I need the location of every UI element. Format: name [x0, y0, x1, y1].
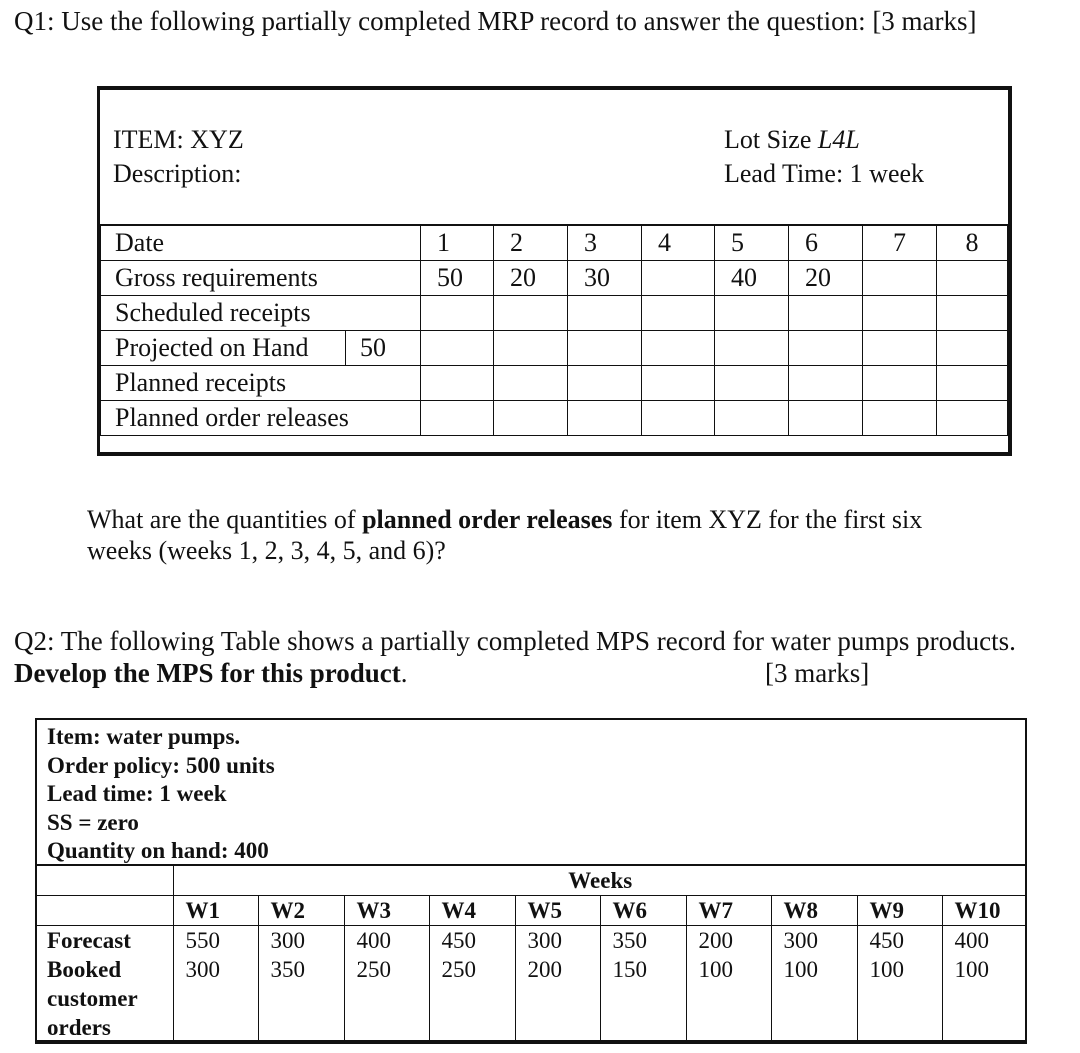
forecast-cell: 400 — [344, 926, 429, 956]
empty-cell — [344, 984, 429, 1013]
empty-cell — [421, 401, 494, 436]
item-line: ITEM: XYZ — [113, 125, 244, 154]
forecast-cell: 200 — [686, 926, 771, 956]
week-header: W3 — [344, 896, 429, 926]
forecast-cell: 550 — [173, 926, 258, 956]
booked-cell: 150 — [600, 955, 686, 984]
week-header: W2 — [258, 896, 344, 926]
date-cell: 5 — [715, 225, 789, 261]
forecast-label: Forecast — [35, 926, 173, 956]
planned-order-releases-row — [101, 401, 1008, 436]
forecast-cell: 450 — [857, 926, 942, 956]
forecast-cell: 400 — [942, 926, 1027, 956]
empty-cell — [863, 401, 937, 436]
booked-orders-row — [35, 955, 1027, 984]
weeks-title: Weeks — [173, 865, 1027, 896]
empty-cell — [863, 366, 937, 401]
date-cell: 3 — [568, 225, 642, 261]
empty-cell — [35, 865, 173, 896]
booked-orders-row-cont — [35, 1013, 1027, 1043]
gross-cell — [642, 261, 715, 296]
empty-cell — [715, 331, 789, 366]
empty-cell — [642, 331, 715, 366]
empty-cell — [942, 1013, 1027, 1043]
empty-cell — [600, 1013, 686, 1043]
empty-cell — [494, 401, 568, 436]
empty-cell — [494, 366, 568, 401]
week-header: W7 — [686, 896, 771, 926]
q2-instruction: Develop the MPS for this product. — [14, 658, 408, 688]
question-emphasis: planned order releases — [362, 505, 613, 534]
booked-cell: 250 — [429, 955, 515, 984]
empty-cell — [421, 366, 494, 401]
empty-cell — [421, 331, 494, 366]
booked-cell: 100 — [686, 955, 771, 984]
mrp-lot-header — [724, 123, 924, 191]
mps-header — [47, 723, 275, 866]
mps-header-line: Quantity on hand: 400 — [47, 838, 269, 863]
empty-cell — [642, 401, 715, 436]
weeks-title-row — [35, 865, 1027, 896]
booked-label-line: orders — [35, 1013, 173, 1043]
initial-on-hand-value: 50 — [346, 331, 421, 366]
empty-cell — [942, 984, 1027, 1013]
forecast-cell: 350 — [600, 926, 686, 956]
gross-requirements-row — [101, 261, 1008, 296]
date-cell: 4 — [642, 225, 715, 261]
empty-cell — [494, 331, 568, 366]
empty-cell — [344, 1013, 429, 1043]
empty-cell — [686, 984, 771, 1013]
forecast-cell: 300 — [515, 926, 600, 956]
empty-cell — [642, 366, 715, 401]
q1-question: What are the quantities of planned order releases for item XYZ for the first six weeks (weeks 1, 2, 3, 4, 5, and 6)? — [87, 505, 923, 565]
forecast-cell: 300 — [258, 926, 344, 956]
forecast-row — [35, 926, 1027, 956]
gross-cell: 30 — [568, 261, 642, 296]
empty-cell — [789, 401, 863, 436]
booked-cell: 100 — [942, 955, 1027, 984]
week-header: W5 — [515, 896, 600, 926]
scheduled-receipts-row — [101, 296, 1008, 331]
week-header-row — [35, 896, 1027, 926]
empty-cell — [173, 1013, 258, 1043]
empty-cell — [863, 296, 937, 331]
week-header: W10 — [942, 896, 1027, 926]
gross-cell: 20 — [789, 261, 863, 296]
empty-cell — [715, 401, 789, 436]
booked-label-line: customer — [35, 984, 173, 1013]
empty-cell — [857, 1013, 942, 1043]
empty-cell — [686, 1013, 771, 1043]
mrp-item-header — [113, 123, 244, 191]
empty-cell — [515, 1013, 600, 1043]
empty-cell — [863, 331, 937, 366]
planned-receipts-label: Planned receipts — [101, 366, 421, 401]
planned-order-releases-label: Planned order releases — [101, 401, 421, 436]
empty-cell — [568, 401, 642, 436]
booked-orders-row-cont — [35, 984, 1027, 1013]
empty-cell — [937, 296, 1008, 331]
mps-header-line: Item: water pumps. — [47, 724, 241, 749]
empty-cell — [258, 1013, 344, 1043]
mrp-grid — [100, 224, 1008, 436]
empty-cell — [429, 984, 515, 1013]
empty-cell — [789, 331, 863, 366]
gross-cell — [937, 261, 1008, 296]
lot-size-value: L4L — [817, 125, 860, 154]
empty-cell — [937, 331, 1008, 366]
gross-requirements-label: Gross requirements — [101, 261, 421, 296]
gross-cell — [863, 261, 937, 296]
date-row — [101, 225, 1008, 261]
empty-cell — [515, 984, 600, 1013]
week-header: W4 — [429, 896, 515, 926]
forecast-cell: 300 — [771, 926, 857, 956]
empty-cell — [173, 984, 258, 1013]
date-cell: 2 — [494, 225, 568, 261]
date-cell: 8 — [937, 225, 1008, 261]
empty-cell — [642, 296, 715, 331]
empty-cell — [429, 1013, 515, 1043]
lead-time-line: Lead Time: 1 week — [724, 159, 925, 188]
projected-on-hand-label: Projected on Hand — [101, 331, 346, 366]
booked-cell: 350 — [258, 955, 344, 984]
booked-cell: 300 — [173, 955, 258, 984]
week-header: W9 — [857, 896, 942, 926]
empty-cell — [258, 984, 344, 1013]
lot-size-line: Lot Size L4L — [724, 125, 860, 154]
booked-cell: 250 — [344, 955, 429, 984]
empty-cell — [715, 366, 789, 401]
date-cell: 7 — [863, 225, 937, 261]
empty-cell — [789, 296, 863, 331]
empty-cell — [857, 984, 942, 1013]
week-header: W6 — [600, 896, 686, 926]
empty-cell — [771, 1013, 857, 1043]
mps-grid — [35, 864, 1027, 1044]
empty-cell — [937, 366, 1008, 401]
gross-cell: 40 — [715, 261, 789, 296]
forecast-cell: 450 — [429, 926, 515, 956]
projected-on-hand-row — [101, 331, 1008, 366]
q2-title: Q2: The following Table shows a partially completed MPS record for water pumps products. — [14, 626, 1016, 656]
booked-label-line: Booked — [35, 955, 173, 984]
scheduled-receipts-label: Scheduled receipts — [101, 296, 421, 331]
empty-cell — [789, 366, 863, 401]
date-cell: 6 — [789, 225, 863, 261]
empty-cell — [568, 296, 642, 331]
gross-cell: 50 — [421, 261, 494, 296]
date-label: Date — [101, 225, 421, 261]
booked-cell: 200 — [515, 955, 600, 984]
empty-cell — [937, 401, 1008, 436]
empty-cell — [35, 896, 173, 926]
planned-receipts-row — [101, 366, 1008, 401]
mps-header-line: Order policy: 500 units — [47, 752, 275, 778]
description-line: Description: — [113, 159, 242, 188]
booked-cell: 100 — [771, 955, 857, 984]
empty-cell — [421, 296, 494, 331]
week-header: W1 — [173, 896, 258, 926]
mps-header-line: SS = zero — [47, 809, 139, 835]
q2-marks: [3 marks] — [765, 658, 870, 688]
gross-cell: 20 — [494, 261, 568, 296]
week-header: W8 — [771, 896, 857, 926]
empty-cell — [494, 296, 568, 331]
booked-cell: 100 — [857, 955, 942, 984]
q1-title: Q1: Use the following partially completed MRP record to answer the question: [3 marks] — [14, 6, 977, 36]
empty-cell — [771, 984, 857, 1013]
mps-header-line: Lead time: 1 week — [47, 781, 227, 806]
date-cell: 1 — [421, 225, 494, 261]
empty-cell — [715, 296, 789, 331]
empty-cell — [568, 366, 642, 401]
empty-cell — [600, 984, 686, 1013]
empty-cell — [568, 331, 642, 366]
